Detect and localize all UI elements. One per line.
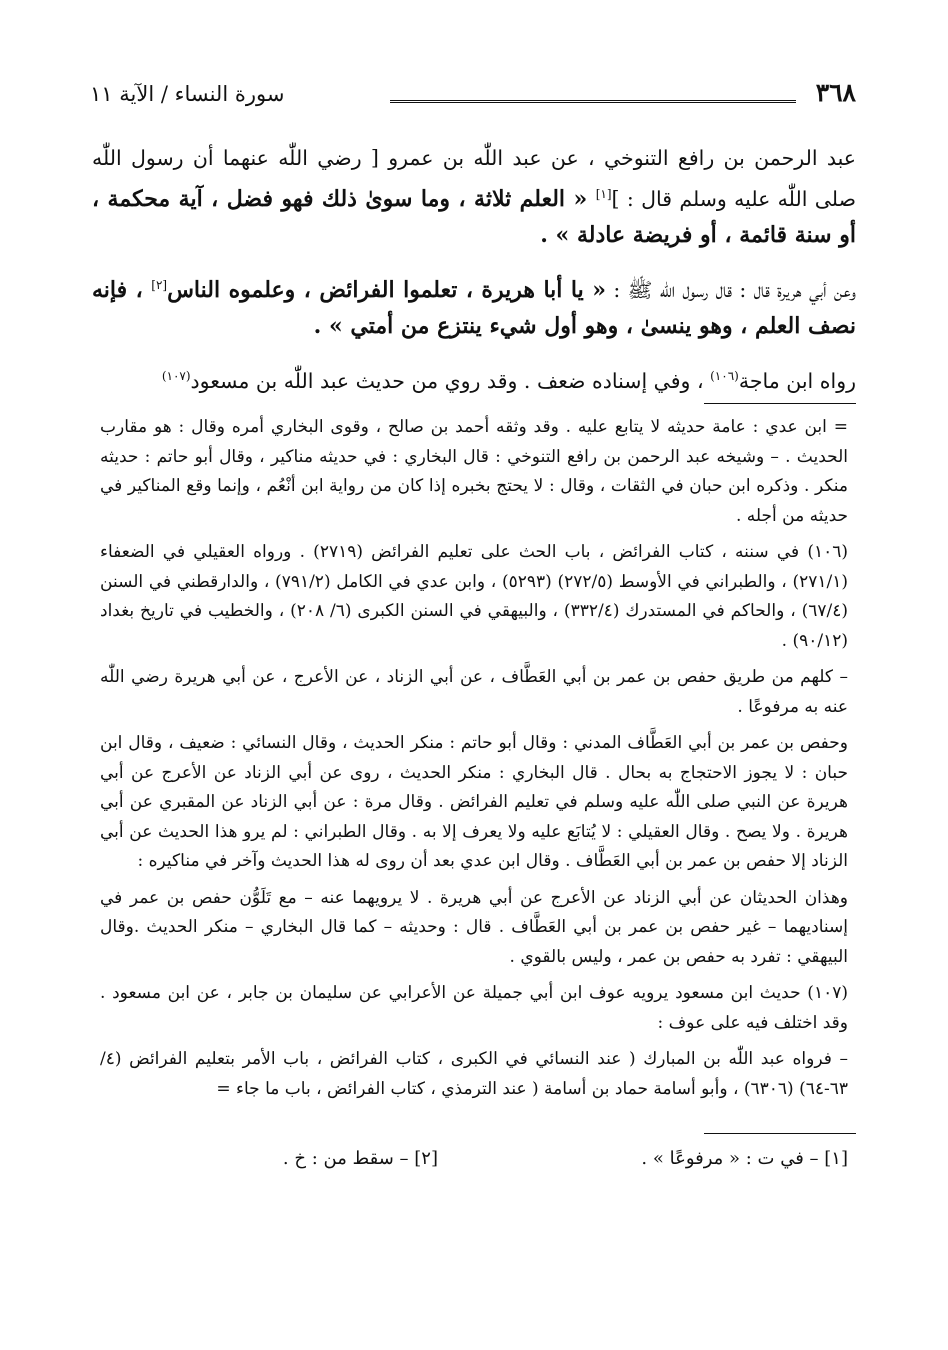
page-number: ٣٦٨ [815,78,856,107]
text: ، وفي إسناده ضعف . وقد روي من حديث عبد اللّٰه بن مسعود [190,368,711,393]
note-continuation: = ابن عدي : عامة حديثه لا يتابع عليه . وقد وثقه أحمد بن صالح ، وقوى البخاري أمره وقال : هو مقارب الحديث . – وشيخه عبد الرحمن بن رافع التنوخي : قال البخاري : في حديثه مناكير ، وقال أبو حاتم : حديثه منكر . وذكره ابن حبان في الثقات ، وقال : لا يحتج بخبره إذا كان من رواية ابن أنْعُم ، وإنما وقع المناكير في حديثه من أجله . [100,417,848,526]
paragraph-hadith-2 [92,267,856,344]
hadith-quote-cont: ، فإنه نصف العلم ، وهو ينسىٰ ، وهو أول شيء ينتزع من أمتي » . [92,276,856,339]
note-106-narrator: وحفص بن عمر بن أبي العَطَّاف المدني : وقال أبو حاتم : منكر الحديث ، وقال النسائي : ضعيف ، وقال ابن حبان : لا يجوز الاحتجاج به بحال . قال البخاري : منكر الحديث ، روى عن أبي الزناد عن الأعرج عن أبي هريرة عن النبي صلى اللّٰه عليه وسلم في تعليم الفرائض . وقال مرة : عن أبي الزناد عن المقبري عن أبي هريرة . ولا يصح . وقال العقيلي : لا يُتابَع عليه ولا يعرف إلا به . وقال الطبراني : لم يرو هذا الحديث عن أبي الزناد إلا حفص بن عمر بن أبي العَطَّاف . وقال ابن عدي بعد أن روى له هذا الحديث وآخر في مناكيره : [100,733,848,871]
footnote-ref[interactable]: [٢] [151,277,168,292]
hadith-quote: « يا أبا هريرة ، تعلموا الفرائض ، وعلموه الناس [167,276,606,303]
main-text [92,140,856,412]
footnotes-divider [704,1133,856,1134]
note-107-chain: – فرواه عبد اللّٰه بن المبارك ( عند النسائي في الكبرى ، كتاب الفرائض ، باب الأمر بتعليم الفرائض (٤/ ٦٣-٦٤) (٦٣٠٦) ، وأبو أسامة حماد بن أسامة ( عند الترمذي ، كتاب الفرائض ، باب ما جاء = [100,1049,848,1099]
sura-title: سورة النساء / الآية ١١ [90,82,285,106]
notes-divider [704,403,856,404]
hadith-quote: « العلم ثلاثة ، وما سوىٰ ذلك فهو فضل ، آية محكمة ، أو سنة قائمة ، أو فريضة عادلة » . [92,185,856,248]
note-ref-106[interactable]: (١٠٦) [710,368,739,383]
manuscript-footnotes [100,1148,848,1178]
note-106: (١٠٦) في سننه ، كتاب الفرائض ، باب الحث على تعليم الفرائض (٢٧١٩) . ورواه العقيلي في الضعفاء (٢٧١/١) ، والطبراني في الأوسط (٢٧٢/٥) (٥٢٩٣) ، وابن عدي في الكامل (٧٩١/٢) ، والدارقطني في السنن (٦٧/٤) ، والحاكم في المستدرك (٣٣٢/٤) ، والبيهقي في السنن الكبرى (٦/ ٢٠٨) ، والخطيب في تاريخ بغداد (٩٠/١٢) . [100,542,849,651]
paragraph-source [92,358,856,399]
text: وعن أبي هريرة قال : قال رسول اللّٰه ﷺ : [605,277,856,302]
footnote-2: [٢] – سقط من : خ . [282,1148,438,1169]
note-106-chain: – كلهم من طريق حفص بن عمر بن أبي العَطَّاف ، عن أبي الزناد ، عن الأعرج ، عن أبي هريرة رضي اللّٰه عنه به مرفوعًا . [100,667,848,717]
note-ref-107[interactable]: (١٠٧) [161,368,191,383]
footnote-1: [١] – في ت : « مرفوعًا » . [641,1148,848,1169]
note-107: (١٠٧) حديث ابن مسعود يرويه عوف ابن أبي جميلة عن الأعرابي عن سليمان بن جابر ، عن ابن مسعود . وقد اختلف فيه على عوف : [100,983,848,1033]
footnote-ref[interactable]: [١] [595,187,612,201]
header-rule [390,100,796,106]
note-106-conclusion: وهذان الحديثان عن أبي الزناد عن الأعرج عن أبي هريرة . لا يرويهما عنه – مع تَلَوُّن حفص بن عمر في إسناديهما – غير حفص بن عمر بن أبي العَطَّاف . قال : وحديثه – كما قال البخاري – منكر الحديث .وقال البيهقي : تفرد به حفص بن عمر ، وليس بالقوي . [100,887,848,967]
running-header [90,78,856,114]
paragraph-hadith-1 [92,140,856,253]
editor-notes [100,413,848,1111]
text: رواه ابن ماجة [738,368,856,393]
text: عبد الرحمن بن رافع التنوخي ، عن عبد اللّٰه بن عمرو [ رضي اللّٰه عنهما أن رسول اللّٰه صلى اللّٰه عليه وسلم قال : ] [92,146,856,211]
